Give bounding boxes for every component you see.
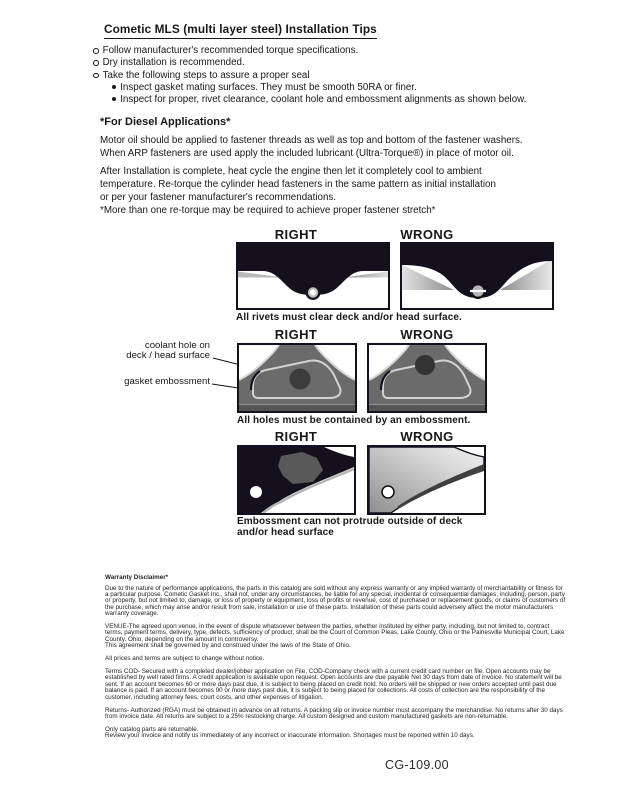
bolt-hole (250, 486, 262, 498)
list-item (93, 70, 526, 82)
list-item-text: Take the following steps to assure a proper seal (102, 69, 310, 81)
label-line: coolant hole on (144, 340, 210, 351)
row1-caption: All rivets must clear deck and/or head surface. (236, 312, 462, 323)
disclaimer-paragraph: Returns- Authorized (RGA) must be obtained in advance on all returns. A packing slip or invoice number must accompany the merchandise. No returns after 30 days from invoice date. All returns are subject to a 25% restocking charge. All custom designed and custom manufactured gaskets are non-returnable. (105, 706, 563, 720)
disclaimer-paragraph: Review your invoice and notify us immediately of any incorrect or inaccurate information. Shortages must be reported within 10 days. (105, 732, 475, 740)
rivet-right-illustration (238, 244, 388, 308)
paragraph-line: or per your fastener manufacturer's recommendations. (100, 191, 337, 203)
embossment-wrong-illustration (369, 447, 484, 513)
coolant-hole (415, 355, 435, 375)
list-item-text: Inspect gasket mating surfaces. They must be smooth 50RA or finer. (120, 81, 417, 93)
hole-right-illustration (239, 345, 355, 411)
circle-bullet-icon (93, 60, 99, 66)
dot-bullet-icon (112, 85, 116, 89)
rivet-wrong-illustration (402, 244, 552, 308)
installation-tips-list (93, 45, 526, 106)
row3-caption (237, 516, 462, 538)
wrong-header: WRONG (400, 429, 454, 444)
diesel-paragraph-1 (100, 135, 523, 161)
diesel-heading: *For Diesel Applications* (100, 116, 231, 128)
paragraph-line: When ARP fasteners are used apply the included lubricant (Ultra-Torque®) in place of motor oil. (100, 147, 514, 159)
disclaimer-heading: Warranty Disclaimer* (105, 574, 169, 581)
list-item (93, 57, 526, 69)
diagram-embossment-right-panel (237, 445, 356, 515)
paragraph-line: Motor oil should be applied to fastener threads as well as top and bottom of the fastener washers. (100, 135, 523, 146)
circle-bullet-icon (93, 73, 99, 79)
right-header: RIGHT (274, 227, 318, 242)
diagram-hole-wrong-panel (367, 343, 487, 413)
disclaimer-paragraph: Only catalog parts are returnable. (105, 725, 199, 733)
disclaimer-paragraph: This agreement shall be governed by and construed under the laws of the State of Ohio. (105, 642, 351, 650)
circle-bullet-icon (93, 48, 99, 54)
rivet (470, 283, 486, 299)
diagram-rivet-right-panel (236, 242, 390, 310)
right-header: RIGHT (274, 429, 318, 444)
caption-line: Embossment can not protrude outside of deck (237, 516, 463, 527)
row2-caption: All holes must be contained by an embossment. (237, 415, 471, 426)
paragraph-line: After Installation is complete, heat cycle the engine then let it completely cool to ambient (100, 166, 482, 177)
diagram-hole-right-panel (237, 343, 357, 413)
rivet (306, 285, 321, 300)
list-item (93, 45, 526, 57)
bolt-hole (382, 486, 394, 498)
embossment-right-illustration (239, 447, 354, 513)
disclaimer-paragraph: VENUE-The agreed upon venue, in the event of dispute whatsoever between the parties, whether instituted by either party, including, but not limited to, contract terms, payment terms, delivery, type, defects, sufficiency of product, shall be the Court of Common Pleas, Lake County, Ohio or the Painesville Municipal Court, Lake County, Ohio, depending on the amount in controversy. (105, 623, 565, 643)
label-line: deck / head surface (126, 349, 210, 361)
paragraph-line: temperature. Re-torque the cylinder head fasteners in the same pattern as initial installation (100, 178, 496, 190)
list-item (93, 82, 526, 94)
list-item-text: Inspect for proper, rivet clearance, coolant hole and embossment alignments as shown below. (120, 94, 527, 106)
wrong-header: WRONG (400, 227, 454, 242)
hole-wrong-illustration (369, 345, 485, 411)
coolant-hole (290, 369, 311, 390)
disclaimer-paragraph: All prices and terms are subject to change without notice. (105, 655, 265, 663)
list-item (93, 94, 526, 106)
caption-line: and/or head surface (237, 527, 334, 538)
diagram-embossment-wrong-panel (367, 445, 486, 515)
deck-edge-strip (239, 405, 355, 411)
diagram-rivet-wrong-panel (400, 242, 554, 310)
list-item-text: Dry installation is recommended. (102, 57, 245, 69)
warranty-disclaimer (105, 574, 568, 746)
disclaimer-paragraph: Terms COD- Secured with a completed dealer/jobber application on File, COD-Company check with a current credit card number on file. Open accounts may be established by well rated firms. A credit application is available upon request. Open accounts are due payable Net 30 days from date of invoice. No statement will be sent. If an account becomes 60 or more days past due, it is subject to being placed on credit hold. No orders will be shipped or new orders accepted until past due balance is paid. If an account becomes 90 or more days past due, it is subject to being placed for collections. All costs of collection are the responsibility of the customer, including attorney fees, court costs, and other expenses of litigation. (105, 668, 562, 701)
page-title: Cometic MLS (multi layer steel) Installation Tips (104, 22, 377, 39)
page-code: CG-109.00 (385, 758, 449, 772)
list-item-text: Follow manufacturer's recommended torque specifications. (102, 45, 359, 56)
dot-bullet-icon (112, 97, 116, 101)
gasket-embossment-label: gasket embossment (124, 376, 210, 387)
retorque-note: *More than one re-torque may be required to achieve proper fastener stretch* (100, 205, 436, 216)
wrong-header: WRONG (400, 327, 454, 342)
deck-edge-strip (369, 405, 485, 411)
diesel-paragraph-2 (100, 166, 496, 205)
right-header: RIGHT (274, 327, 318, 342)
disclaimer-paragraph: Due to the nature of performance applications, the parts in this catalog are sold without any express warranty or any implied warranty of merchantability or fitness for a particular purpose. Cometic Gasket Inc., shall not, under any circumstances, be liable for any special, incidental or consequential damages, including, person, party or property, but not limited to, damage, or loss of property or equipment, loss of profits or revenue, cost of purchased or replacement goods, or claims of customers of the purchase, which may arise and/or result from sale, installation or use of these parts. Installation of these parts could adversely affect the motor manufacturers warranty coverage. (105, 584, 566, 618)
coolant-hole-label (108, 341, 210, 361)
